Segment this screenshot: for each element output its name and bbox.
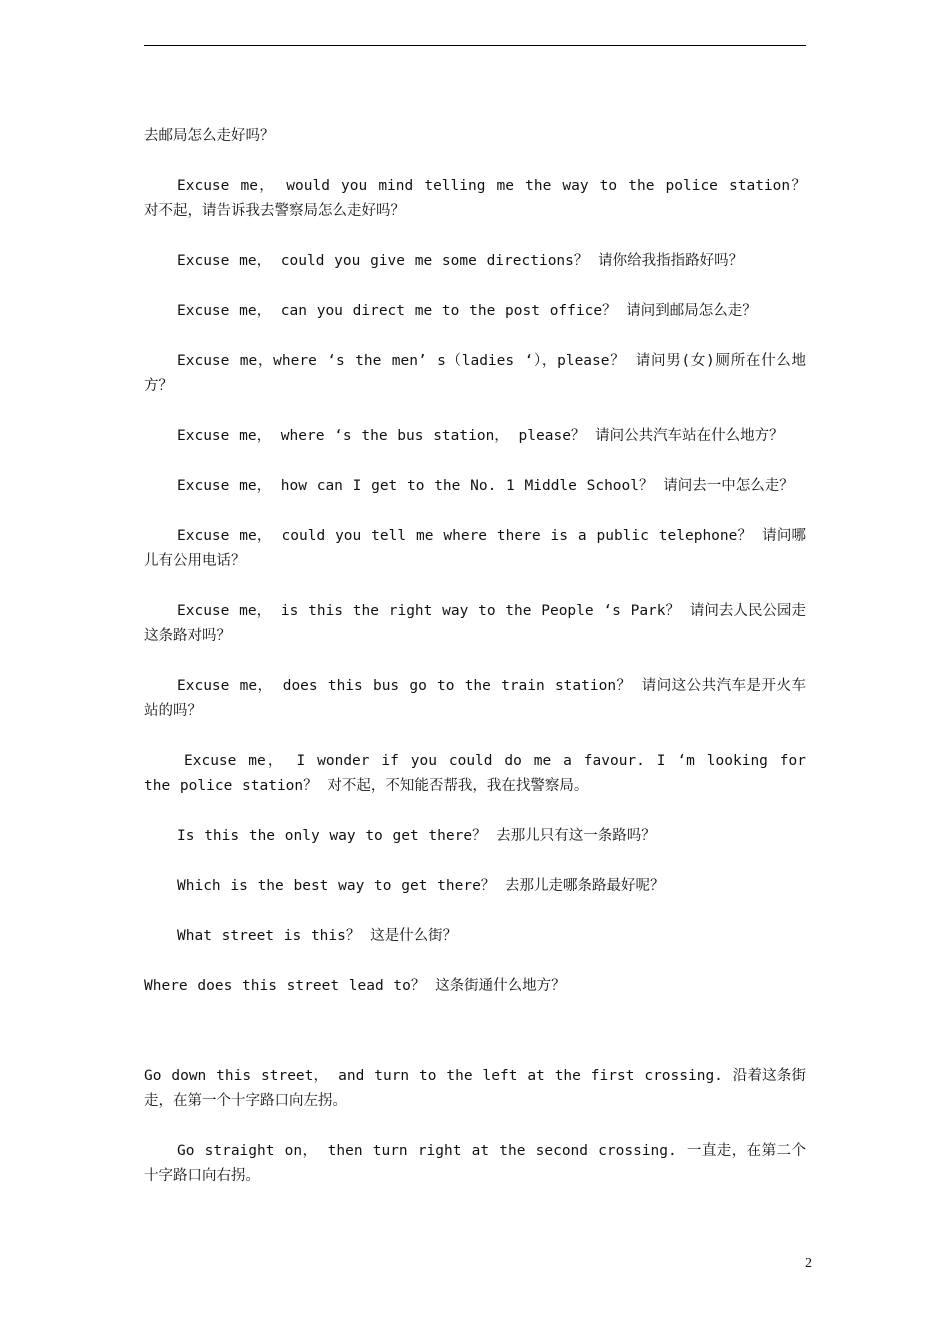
paragraph: Excuse me， I wonder if you could do me a favour. I ‘m looking for the police station？ 对不起，不知能否帮我，我在找警察局。 (144, 753, 806, 794)
paragraph: Excuse me， could you tell me where there is a public telephone？ 请问哪儿有公用电话？ (144, 528, 806, 569)
paragraph: Excuse me， could you give me some directions？ 请你给我指指路好吗？ (177, 253, 744, 269)
paragraph: Is this the only way to get there？ 去那儿只有这一条路吗？ (177, 828, 656, 844)
paragraph: Go straight on， then turn right at the second crossing. 一直走，在第二个十字路口向右拐。 (144, 1143, 806, 1184)
paragraph: Which is the best way to get there？ 去那儿走哪条路最好呢？ (177, 878, 665, 894)
paragraph: Go down this street， and turn to the left at the first crossing. 沿着这条街走，在第一个十字路口向左拐。 (144, 1068, 806, 1109)
header-rule (144, 45, 806, 46)
paragraph: Excuse me， can you direct me to the post office？ 请问到邮局怎么走？ (177, 303, 757, 319)
paragraph: Excuse me， where ‘s the bus station， please？ 请问公共汽车站在什么地方？ (177, 428, 784, 444)
paragraph: Where does this street lead to？ 这条街通什么地方？ (144, 978, 566, 994)
paragraph: 去邮局怎么走好吗？ (144, 128, 275, 144)
paragraph: Excuse me， would you mind telling me the way to the police station？ 对不起，请告诉我去警察局怎么走好吗？ (144, 178, 806, 219)
section-spacer (144, 1024, 806, 1064)
page-number: 2 (805, 1256, 812, 1271)
paragraph: What street is this？ 这是什么街？ (177, 928, 458, 944)
paragraph: Excuse me， does this bus go to the train station？ 请问这公共汽车是开火车站的吗？ (144, 678, 806, 719)
paragraph: Excuse me，where ‘s the men’ s（ladies ‘），please？ 请问男(女)厕所在什么地方？ (144, 353, 806, 394)
paragraph: Excuse me， is this the right way to the People ‘s Park？ 请问去人民公园走这条路对吗？ (144, 603, 806, 644)
paragraph: Excuse me， how can I get to the No. 1 Middle School？ 请问去一中怎么走？ (177, 478, 794, 494)
page-body (144, 124, 806, 1214)
